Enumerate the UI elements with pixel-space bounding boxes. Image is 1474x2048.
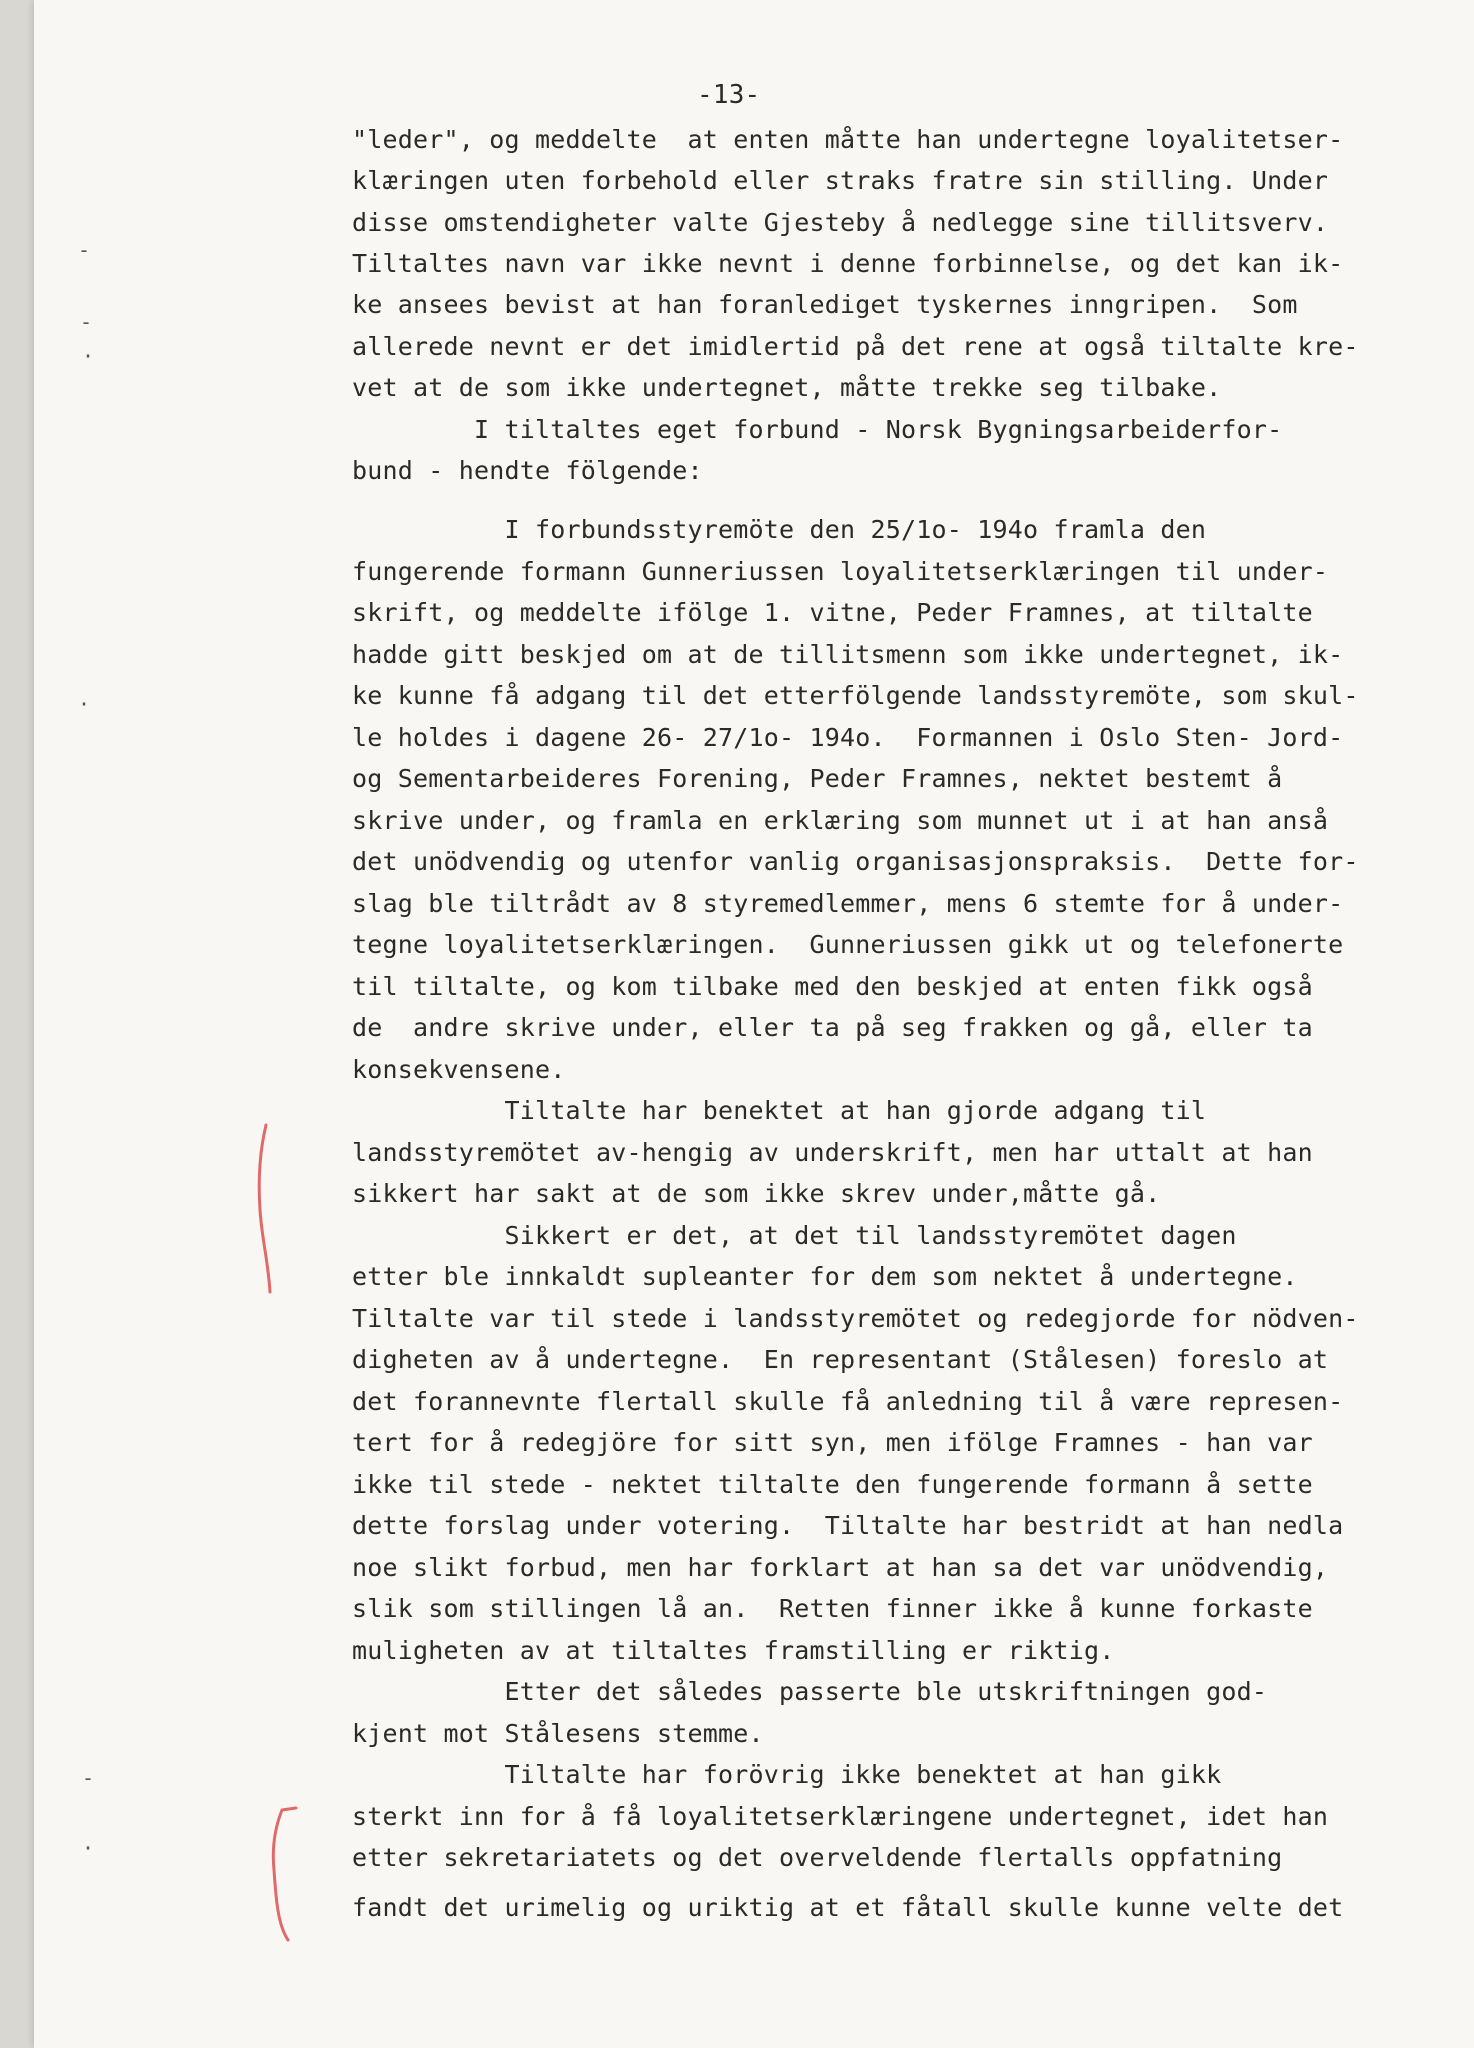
text-line: tegne loyalitetserklæringen. Gunneriussen gikk ut og telefonerte	[352, 930, 1344, 959]
text-line: Tiltalte har forövrig ikke benektet at han gikk	[352, 1760, 1222, 1789]
red-margin-line-upper	[259, 1125, 270, 1292]
red-pencil-annotations	[34, 0, 1474, 2048]
text-line: konsekvensene.	[352, 1055, 566, 1084]
text-line: fandt det urimelig og uriktig at et fåtall skulle kunne velte det	[352, 1893, 1344, 1922]
text-line: Sikkert er det, at det til landsstyremötet dagen	[352, 1221, 1237, 1250]
document-page	[34, 0, 1474, 2048]
text-line: det forannevnte flertall skulle få anledning til å være represen-	[352, 1387, 1344, 1416]
text-line: sikkert har sakt at de som ikke skrev under,måtte gå.	[352, 1179, 1161, 1208]
page-number: -13-	[697, 80, 761, 110]
text-line: ke kunne få adgang til det etterfölgende landsstyremöte, som skul-	[352, 681, 1359, 710]
text-line: kjent mot Stålesens stemme.	[352, 1719, 764, 1748]
text-line: skrift, og meddelte ifölge 1. vitne, Peder Framnes, at tiltalte	[352, 598, 1313, 627]
text-line: muligheten av at tiltaltes framstilling er riktig.	[352, 1636, 1115, 1665]
red-margin-line-lower	[273, 1808, 296, 1940]
text-line: klæringen uten forbehold eller straks fratre sin stilling. Under	[352, 166, 1329, 195]
text-line: "leder", og meddelte at enten måtte han undertegne loyalitetser-	[352, 125, 1344, 154]
text-line: slik som stillingen lå an. Retten finner ikke å kunne forkaste	[352, 1594, 1313, 1623]
text-line: le holdes i dagene 26- 27/1o- 194o. Formannen i Oslo Sten- Jord-	[352, 723, 1344, 752]
text-line: Tiltalte har benektet at han gjorde adgang til	[352, 1096, 1207, 1125]
text-line: etter ble innkaldt supleanter for dem som nektet å undertegne.	[352, 1262, 1298, 1291]
text-line: til tiltalte, og kom tilbake med den beskjed at enten fikk også	[352, 972, 1313, 1001]
text-line: dette forslag under votering. Tiltalte har bestridt at han nedla	[352, 1511, 1344, 1540]
text-line: tert for å redegjöre for sitt syn, men ifölge Framnes - han var	[352, 1428, 1313, 1457]
margin-mark: ·	[78, 692, 91, 716]
text-line: bund - hendte fölgende:	[352, 456, 703, 485]
text-line: de andre skrive under, eller ta på seg frakken og gå, eller ta	[352, 1013, 1313, 1042]
text-line: allerede nevnt er det imidlertid på det rene at også tiltalte kre-	[352, 332, 1359, 361]
text-line: hadde gitt beskjed om at de tillitsmenn som ikke undertegnet, ik-	[352, 640, 1344, 669]
margin-mark: ·	[82, 1836, 95, 1860]
text-line: fungerende formann Gunneriussen loyalitetserklæringen til under-	[352, 557, 1329, 586]
text-line: Tiltalte var til stede i landsstyremötet og redegjorde for nödven-	[352, 1304, 1359, 1333]
text-line: og Sementarbeideres Forening, Peder Framnes, nektet bestemt å	[352, 764, 1283, 793]
margin-mark: -	[82, 1766, 95, 1790]
scan-edge	[0, 0, 34, 2048]
text-line: ke ansees bevist at han foranlediget tyskernes inngripen. Som	[352, 290, 1298, 319]
margin-mark: -	[80, 310, 93, 334]
text-line: I forbundsstyremöte den 25/1o- 194o framla den	[352, 515, 1207, 544]
text-line: vet at de som ikke undertegnet, måtte trekke seg tilbake.	[352, 373, 1222, 402]
text-line: Tiltaltes navn var ikke nevnt i denne forbinnelse, og det kan ik-	[352, 249, 1344, 278]
text-line: det unödvendig og utenfor vanlig organisasjonspraksis. Dette for-	[352, 847, 1359, 876]
text-line: sterkt inn for å få loyalitetserklæringene undertegnet, idet han	[352, 1802, 1329, 1831]
text-line: disse omstendigheter valte Gjesteby å nedlegge sine tillitsverv.	[352, 208, 1329, 237]
text-line: etter sekretariatets og det overveldende flertalls oppfatning	[352, 1843, 1283, 1872]
margin-mark: -	[78, 238, 91, 262]
text-line: skrive under, og framla en erklæring som munnet ut i at han anså	[352, 806, 1329, 835]
text-line: landsstyremötet av-hengig av underskrift, men har uttalt at han	[352, 1138, 1313, 1167]
text-line: noe slikt forbud, men har forklart at han sa det var unödvendig,	[352, 1553, 1329, 1582]
text-line: Etter det således passerte ble utskriftningen god-	[352, 1677, 1268, 1706]
text-line: I tiltaltes eget forbund - Norsk Bygningsarbeiderfor-	[352, 415, 1283, 444]
text-line: slag ble tiltrådt av 8 styremedlemmer, mens 6 stemte for å under-	[352, 889, 1344, 918]
text-line: digheten av å undertegne. En representant (Stålesen) foreslo at	[352, 1345, 1329, 1374]
margin-mark: ·	[82, 344, 95, 368]
text-line: ikke til stede - nektet tiltalte den fungerende formann å sette	[352, 1470, 1313, 1499]
